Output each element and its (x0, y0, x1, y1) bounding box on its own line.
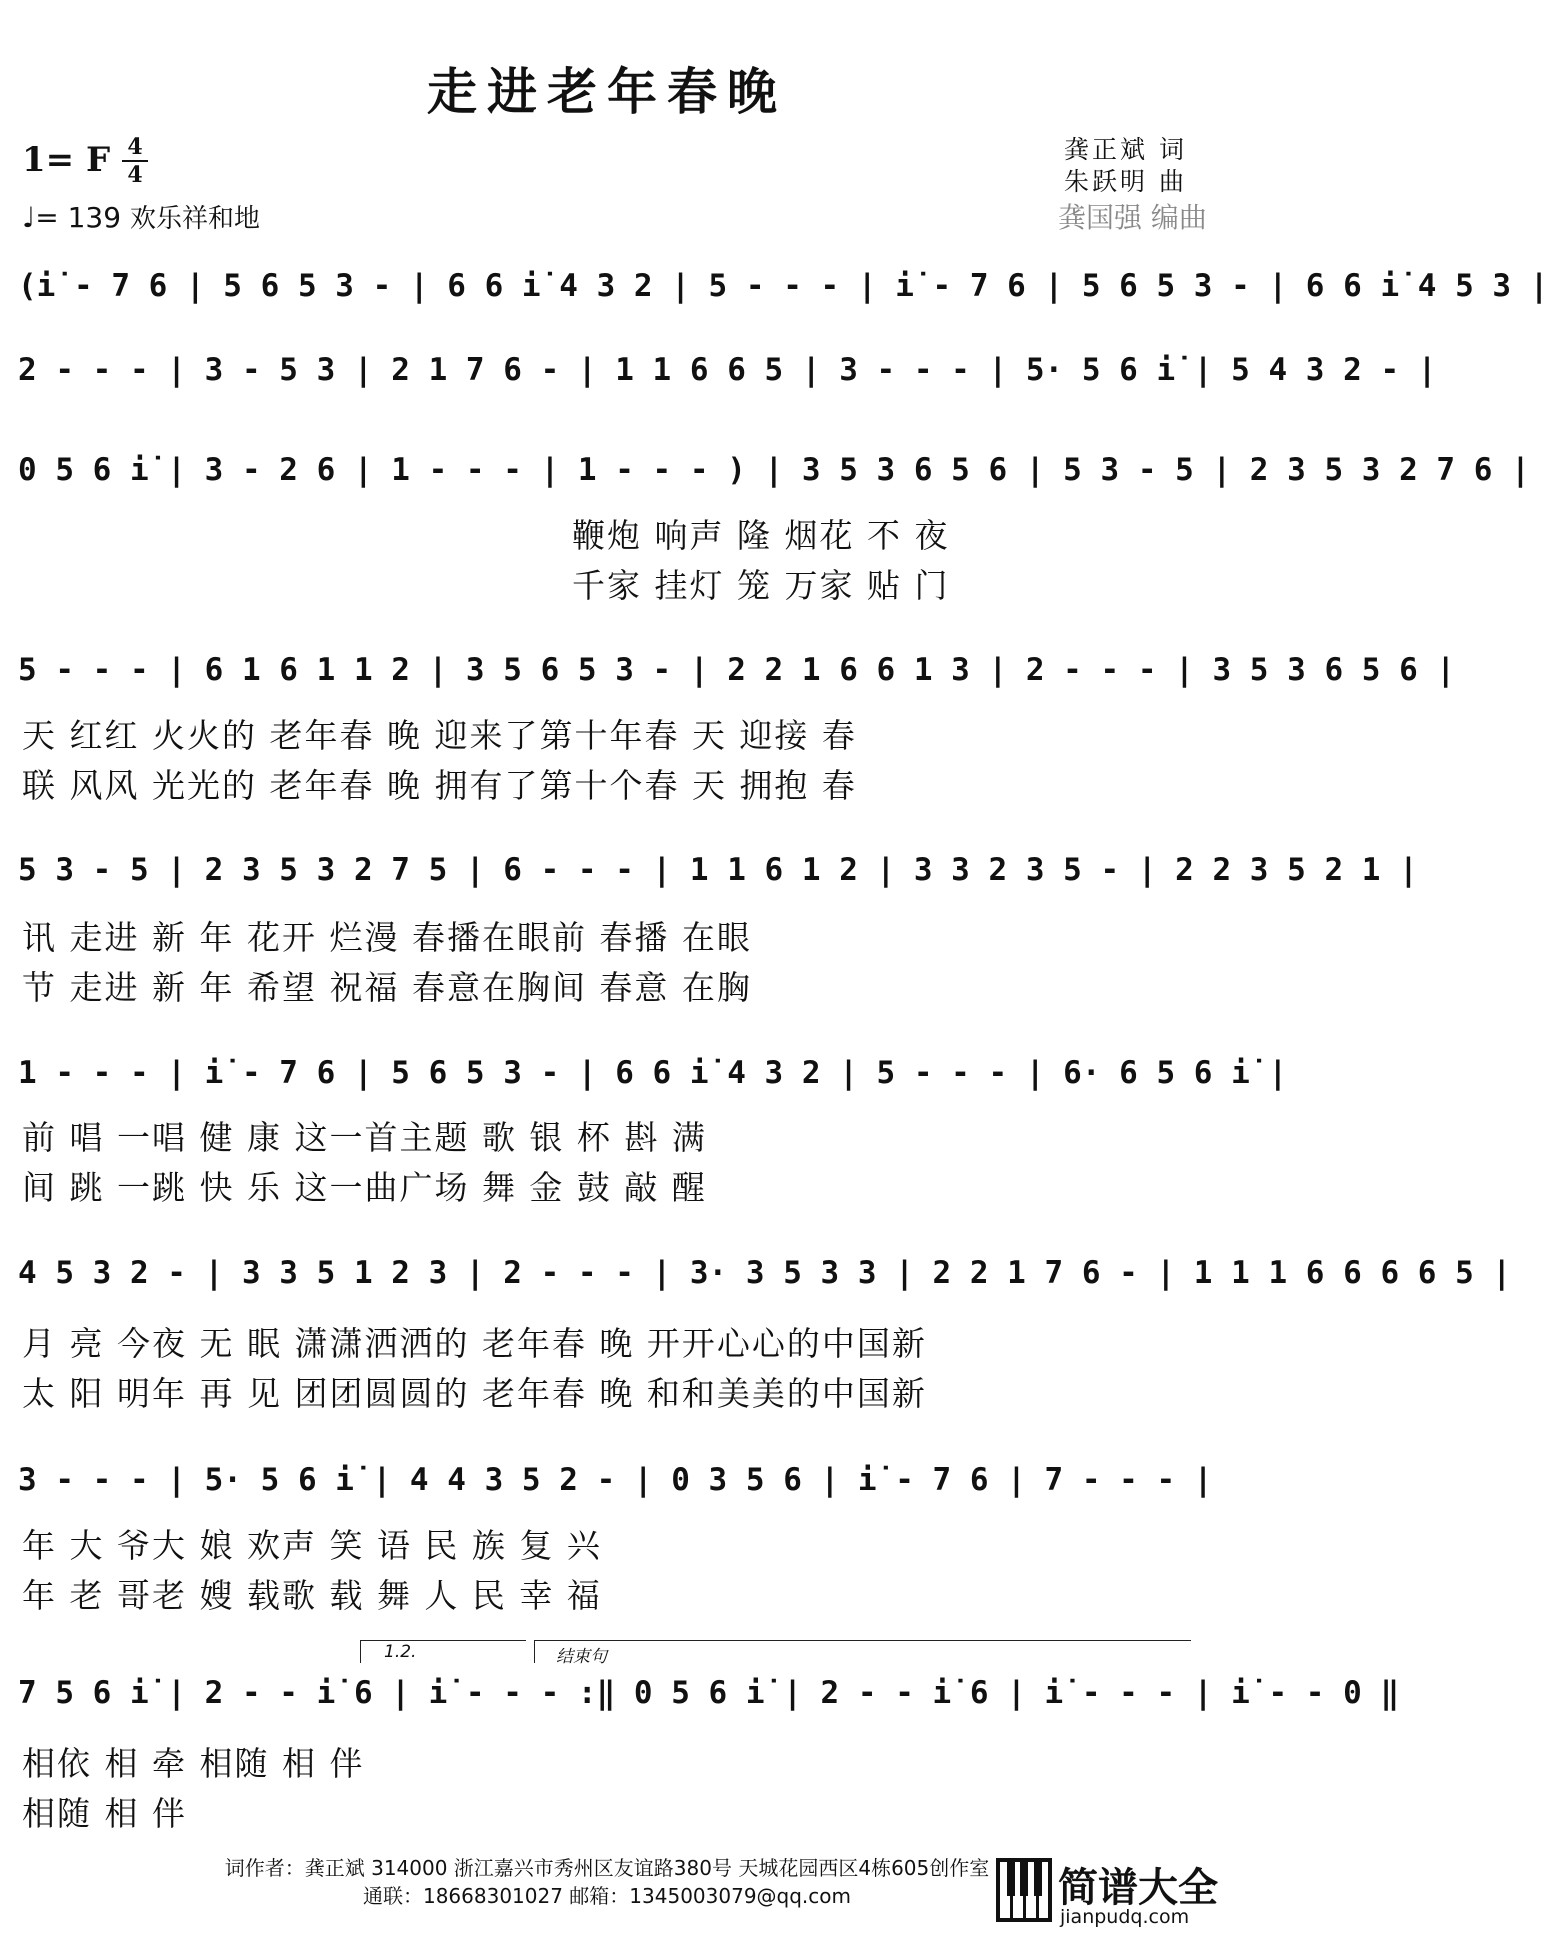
tempo-expression: 欢乐祥和地 (129, 204, 260, 234)
notation-system-4: 5 - - - | 6 1 6 1 1 2 | 3 5 6 5 3 - | 2 2 1 6 6 1 3 | 2 - - - | 3 5 3 6 5 6 | (18, 652, 1456, 688)
key-signature: 1= F (22, 140, 111, 180)
footer-address: 词作者：龚正斌 314000 浙江嘉兴市秀州区友谊路380号 天城花园西区4栋605创作室 (224, 1856, 990, 1880)
time-signature (122, 136, 148, 186)
quarter-note-icon: ♩ (22, 201, 36, 234)
composer-credit: 朱跃明 曲 (1064, 167, 1187, 196)
notation-system-8: 3 - - - | 5· 5 6 i̇ | 4 4 3 5 2 - | 0 3 5 6 | i̇ - 7 6 | 7 - - - | (18, 1462, 1213, 1498)
time-signature-bottom: 4 (127, 162, 143, 188)
notation-system-3: 0 5 6 i̇ | 3 - 2 6 | 1 - - - | 1 - - - ) | 3 5 3 6 5 6 | 5 3 - 5 | 2 3 5 3 2 7 6 | (18, 452, 1530, 488)
footer-contact: 通联：18668301027 邮箱：1345003079@qq.com (362, 1884, 852, 1908)
lyric-verse-2: 间 跳 一跳 快 乐 这一曲广场 舞 金 鼓 敲 醒 (22, 1168, 707, 1207)
lyric-verse-1: 年 大 爷大 娘 欢声 笑 语 民 族 复 兴 (22, 1526, 602, 1565)
notation-system-7: 4 5 3 2 - | 3 3 5 1 2 3 | 2 - - - | 3· 3 5 3 3 | 2 2 1 7 6 - | 1 1 1 6 6 6 6 5 | (18, 1255, 1512, 1291)
lyric-verse-1: 天 红红 火火的 老年春 晚 迎来了第十年春 天 迎接 春 (22, 716, 857, 755)
notation-system-2: 2 - - - | 3 - 5 3 | 2 1 7 6 - | 1 1 6 6 5 | 3 - - - | 5· 5 6 i̇ | 5 4 3 2 - | (18, 352, 1437, 388)
notation-system-6: 1 - - - | i̇ - 7 6 | 5 6 5 3 - | 6 6 i̇ 4 3 2 | 5 - - - | 6· 6 5 6 i̇ | (18, 1055, 1288, 1091)
lyric-verse-2: 太 阳 明年 再 见 团团圆圆的 老年春 晚 和和美美的中国新 (22, 1374, 927, 1413)
lyric-verse-1: 相依 相 牵 相随 相 伴 (22, 1744, 365, 1783)
lyric-verse-1: 前 唱 一唱 健 康 这一首主题 歌 银 杯 斟 满 (22, 1118, 707, 1157)
volta-label: 1.2. (384, 1642, 417, 1662)
lyric-verse-2: 年 老 哥老 嫂 载歌 载 舞 人 民 幸 福 (22, 1576, 602, 1615)
site-logo-url: jianpudq.com (1060, 1906, 1190, 1928)
lyricist-credit: 龚正斌 词 (1064, 135, 1187, 164)
lyric-verse-2: 节 走进 新 年 希望 祝福 春意在胸间 春意 在胸 (22, 968, 752, 1007)
lyric-verse-2: 联 风风 光光的 老年春 晚 拥有了第十个春 天 拥抱 春 (22, 766, 857, 805)
lyric-verse-2: 相随 相 伴 (22, 1794, 187, 1833)
lyric-verse-1: 讯 走进 新 年 花开 烂漫 春播在眼前 春播 在眼 (22, 918, 752, 957)
arranger-credit: 龚国强 编曲 (1058, 201, 1207, 234)
lyric-verse-1: 月 亮 今夜 无 眠 潇潇洒洒的 老年春 晚 开开心心的中国新 (22, 1324, 927, 1363)
piano-keys-icon (996, 1858, 1052, 1922)
site-logo-text: 简谱大全 (1058, 1865, 1218, 1911)
ending-bracket (534, 1640, 1191, 1663)
lyric-verse-1: 鞭炮 响声 隆 烟花 不 夜 (572, 516, 950, 555)
notation-system-5: 5 3 - 5 | 2 3 5 3 2 7 5 | 6 - - - | 1 1 6 1 2 | 3 3 2 3 5 - | 2 2 3 5 2 1 | (18, 852, 1418, 888)
ending-label: 结束句 (556, 1647, 607, 1667)
lyric-verse-2: 千家 挂灯 笼 万家 贴 门 (572, 566, 950, 605)
song-title: 走进老年春晚 (427, 62, 787, 121)
notation-system-1: (i̇ - 7 6 | 5 6 5 3 - | 6 6 i̇ 4 3 2 | 5 - - - | i̇ - 7 6 | 5 6 5 3 - | 6 6 i̇ 4 5 3 | (18, 268, 1548, 304)
notation-system-9: 7 5 6 i̇ | 2 - - i̇ 6 | i̇ - - - :‖ 0 5 6 i̇ | 2 - - i̇ 6 | i̇ - - - | i̇ - - 0 ‖ (18, 1675, 1400, 1711)
time-signature-top: 4 (127, 134, 143, 160)
tempo-bpm: = 139 (35, 201, 122, 234)
tempo-marking (22, 198, 260, 235)
